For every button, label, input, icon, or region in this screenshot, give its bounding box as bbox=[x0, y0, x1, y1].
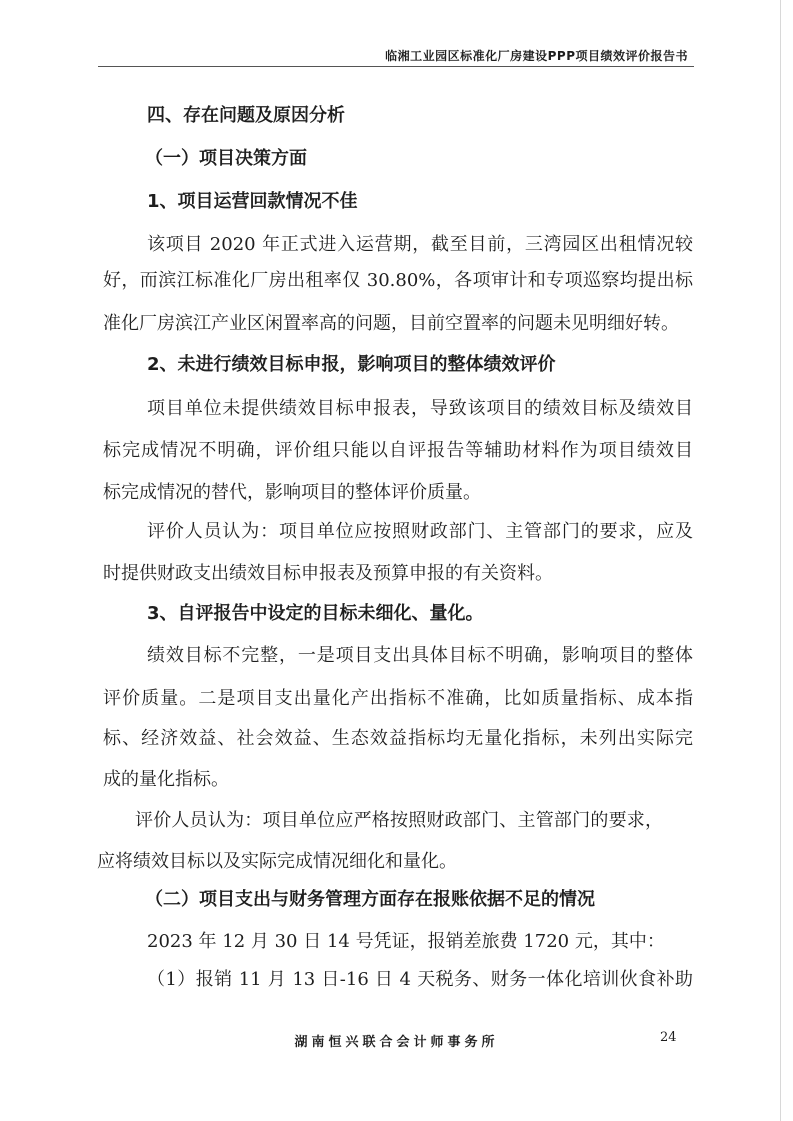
page-edge bbox=[780, 0, 781, 1121]
paragraph-line: （1）报销 11 月 13 日-16 日 4 天税务、财务一体化培训伙食补助 bbox=[147, 969, 693, 990]
paragraph-line: 评价人员认为：项目单位应按照财政部门、主管部门的要求，应及 bbox=[147, 521, 693, 542]
paragraph-line: 准化厂房滨江产业区闲置率高的问题，目前空置率的问题未见明细好转。 bbox=[103, 313, 679, 334]
running-header: 临湘工业园区标准化厂房建设PPP项目绩效评价报告书 bbox=[385, 49, 688, 63]
item-heading-3: 3、自评报告中设定的目标未细化、量化。 bbox=[147, 603, 484, 624]
subsection-heading-1: （一）项目决策方面 bbox=[145, 148, 307, 169]
paragraph-line: 标、经济效益、社会效益、生态效益指标均无量化指标，未列出实际完 bbox=[103, 728, 693, 749]
paragraph-line: 成的量化指标。 bbox=[103, 769, 229, 790]
paragraph-line: 项目单位未提供绩效目标申报表，导致该项目的绩效目标及绩效目 bbox=[147, 398, 693, 419]
paragraph-line: 标完成情况的替代，影响项目的整体评价质量。 bbox=[103, 482, 481, 503]
paragraph-line: 2023 年 12 月 30 日 14 号凭证，报销差旅费 1720 元，其中： bbox=[147, 931, 665, 952]
item-heading-1: 1、项目运营回款情况不佳 bbox=[147, 191, 358, 212]
footer-firm-name: 湖南恒兴联合会计师事务所 bbox=[294, 1035, 499, 1050]
header-rule bbox=[98, 66, 694, 67]
section-heading: 四、存在问题及原因分析 bbox=[147, 105, 345, 126]
page-number: 24 bbox=[660, 1030, 677, 1045]
paragraph-line: 应将绩效目标以及实际完成情况细化和量化。 bbox=[97, 851, 457, 872]
paragraph-line: 标完成情况不明确，评价组只能以自评报告等辅助材料作为项目绩效目 bbox=[103, 440, 693, 461]
item-heading-2: 2、未进行绩效目标申报，影响项目的整体绩效评价 bbox=[147, 354, 556, 375]
paragraph-line: 该项目 2020 年正式进入运营期，截至目前，三湾园区出租情况较 bbox=[147, 234, 693, 255]
paragraph-line: 绩效目标不完整，一是项目支出具体目标不明确，影响项目的整体 bbox=[147, 645, 693, 666]
subsection-heading-2: （二）项目支出与财务管理方面存在报账依据不足的情况 bbox=[145, 889, 595, 910]
paragraph-line: 评价人员认为：项目单位应严格按照财政部门、主管部门的要求， bbox=[135, 810, 663, 831]
paragraph-line: 评价质量。二是项目支出量化产出指标不准确，比如质量指标、成本指 bbox=[103, 688, 693, 709]
paragraph-line: 好，而滨江标准化厂房出租率仅 30.80%，各项审计和专项巡察均提出标 bbox=[103, 270, 693, 291]
paragraph-line: 时提供财政支出绩效目标申报表及预算申报的有关资料。 bbox=[103, 563, 553, 584]
